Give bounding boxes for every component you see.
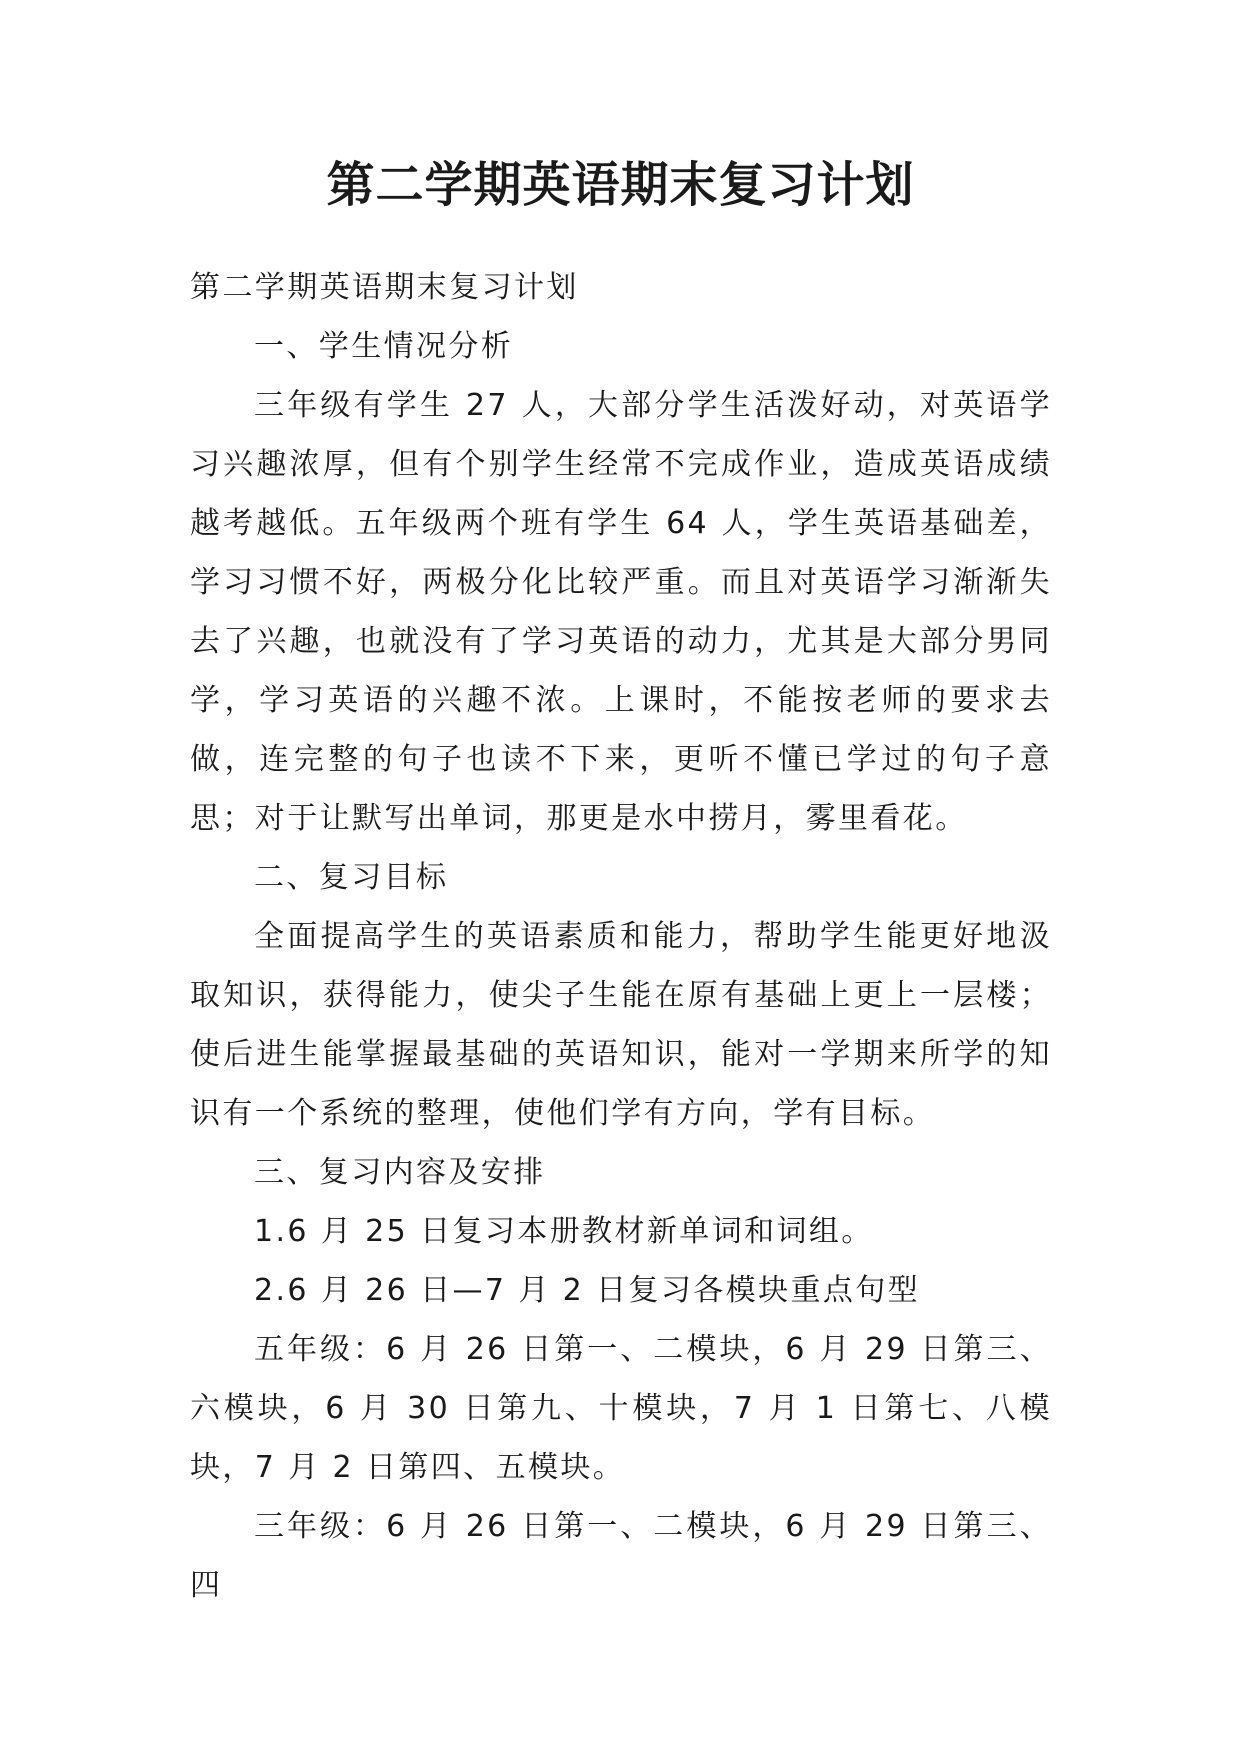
schedule-grade-five: 五年级：6 月 26 日第一、二模块，6 月 29 日第三、六模块，6 月 30 日第九、十模块，7 月 1 日第七、八模块，7 月 2 日第四、五模块。 bbox=[190, 1332, 1052, 1485]
section-heading-student-analysis: 一、学生情况分析 bbox=[254, 329, 514, 364]
document-subtitle: 第二学期英语期末复习计划 bbox=[190, 270, 579, 305]
section-heading-review-goals: 二、复习目标 bbox=[254, 860, 449, 895]
document-title: 第二学期英语期末复习计划 bbox=[326, 157, 915, 213]
paragraph-review-goals: 全面提高学生的英语素质和能力，帮助学生能更好地汲取知识，获得能力，使尖子生能在原有基础上更上一层楼；使后进生能掌握最基础的英语知识，能对一学期来所学的知识有一个系统的整理，使他们学有方向，学有目标。 bbox=[190, 919, 1052, 1131]
section-heading-review-content: 三、复习内容及安排 bbox=[254, 1155, 546, 1190]
schedule-item-sentence-patterns: 2.6 月 26 日—7 月 2 日复习各模块重点句型 bbox=[254, 1273, 921, 1308]
paragraph-student-analysis: 三年级有学生 27 人，大部分学生活泼好动，对英语学习兴趣浓厚，但有个别学生经常不完成作业，造成英语成绩越考越低。五年级两个班有学生 64 人，学生英语基础差，学习习惯不好，两极分化比较严重。而且对英语学习渐渐失去了兴趣，也就没有了学习英语的动力，尤其是大部分男同学，学习英语的兴趣不浓。上课时，不能按老师的要求去做，连完整的句子也读不下来，更听不懂已学过的句子意思；对于让默写出单词，那更是水中捞月，雾里看花。 bbox=[190, 388, 1052, 836]
schedule-grade-three: 三年级：6 月 26 日第一、二模块，6 月 29 日第三、四 bbox=[190, 1509, 1052, 1603]
document-body bbox=[190, 258, 1052, 1615]
schedule-item-vocabulary: 1.6 月 25 日复习本册教材新单词和词组。 bbox=[254, 1214, 874, 1249]
